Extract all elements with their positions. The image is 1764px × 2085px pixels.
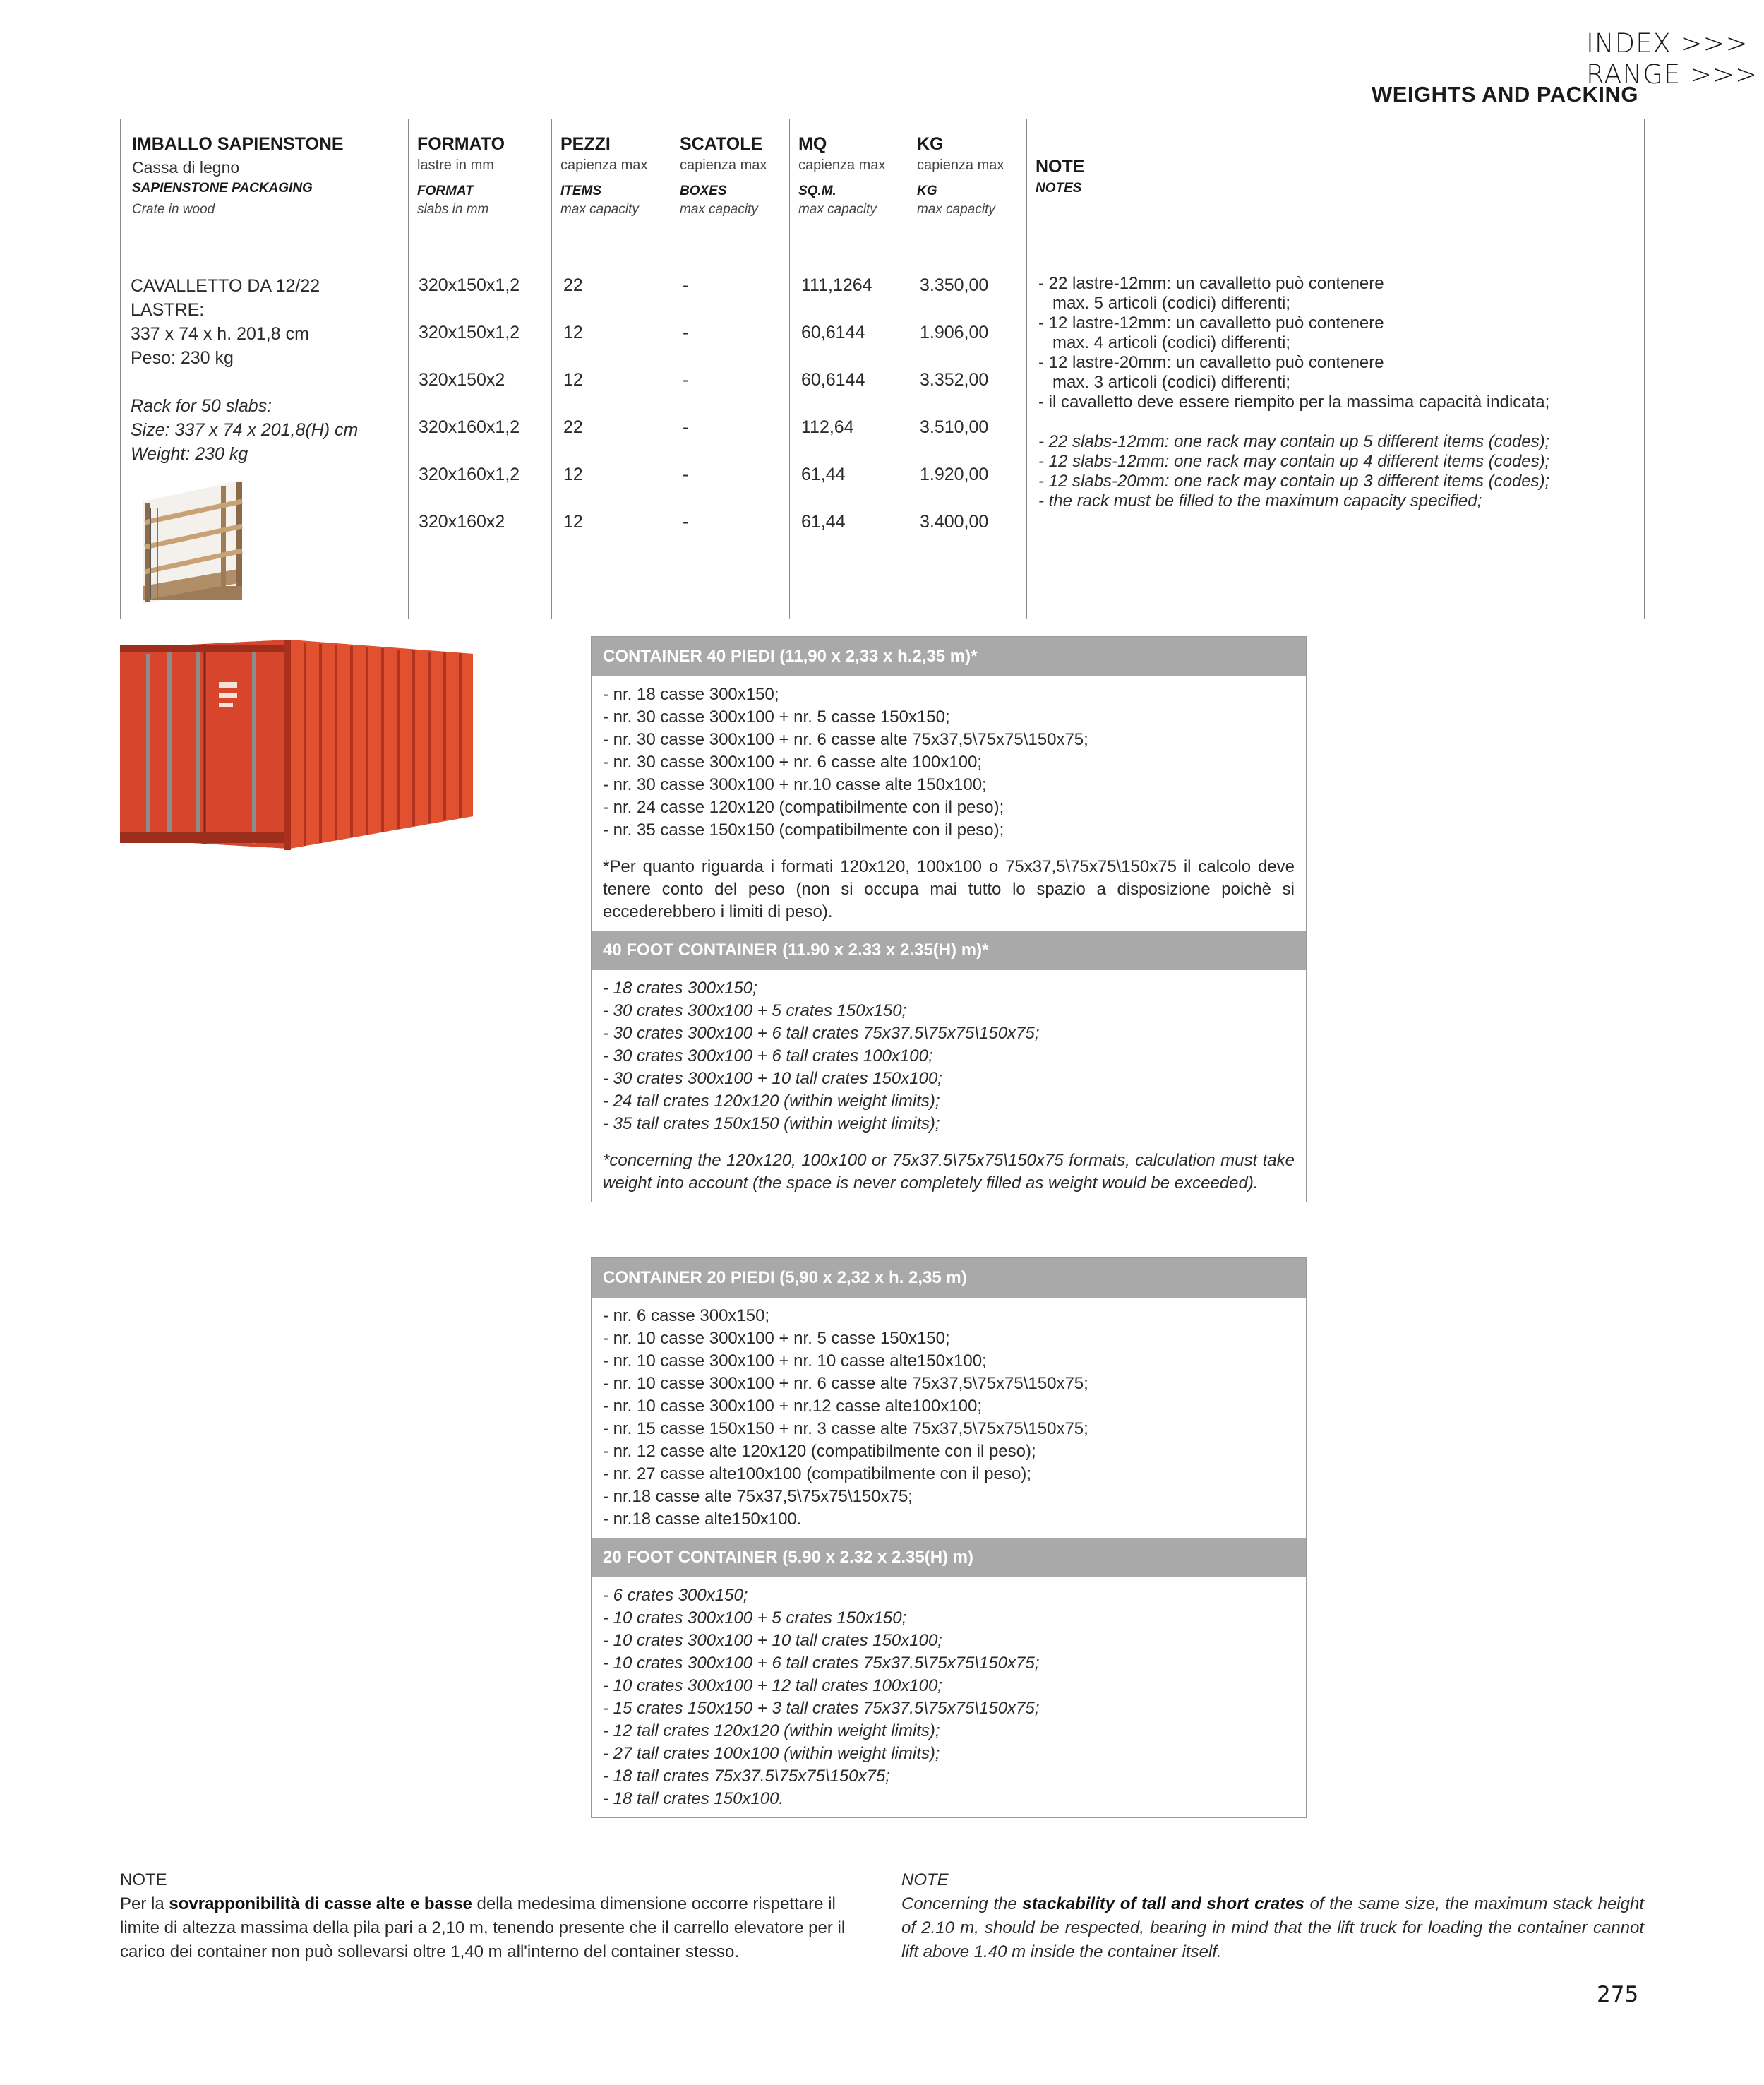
- format-value: 320x160x2: [419, 512, 505, 532]
- list-item: - 10 crates 300x100 + 12 tall crates 100x100;: [603, 1676, 942, 1695]
- note-line: - 12 lastre-20mm: un cavalletto può contenere: [1038, 353, 1384, 372]
- note-text: Per la: [120, 1894, 169, 1913]
- list-item: - 10 crates 300x100 + 10 tall crates 150x100;: [603, 1631, 942, 1650]
- kg-value: 1.920,00: [920, 465, 989, 484]
- rack-title: CAVALLETTO DA 12/22 LASTRE:: [131, 276, 320, 320]
- header-sqm-en: SQ.M.: [798, 184, 836, 198]
- note-line: max. 4 articoli (codici) differenti;: [1038, 333, 1291, 352]
- bottom-note-it: [120, 1868, 861, 1964]
- format-value: 320x150x2: [419, 370, 505, 390]
- list-item: - 35 tall crates 150x150 (within weight limits);: [603, 1114, 940, 1133]
- note-emphasis: stackability of tall and short crates: [1022, 1894, 1304, 1913]
- list-item: - nr. 24 casse 120x120 (compatibilmente con il peso);: [603, 798, 1004, 817]
- container-40-note-en: *concerning the 120x120, 100x100 or 75x37.5\75x75\150x75 formats, calculation must take weight into account (the space is never completely filled as weight would be exceeded).: [603, 1151, 1295, 1193]
- note-text: della medesima dimensione occorre rispettare il limite di altezza massima della pila pari a 2,10 m, tenendo presente che il carrello elevatore per il carico dei container non può sollevarsi oltre 1,40 m all'interno del container stesso.: [120, 1894, 846, 1961]
- rack-size-en: Size: 337 x 74 x 201,8(H) cm: [131, 420, 359, 440]
- container-20-list-it: [592, 1298, 1306, 1538]
- format-value: 320x160x1,2: [419, 417, 520, 437]
- rack-size: 337 x 74 x h. 201,8 cm: [131, 324, 309, 344]
- header-packaging-en-sub: Crate in wood: [132, 202, 215, 217]
- items-value: 12: [563, 465, 583, 484]
- format-value: 320x160x1,2: [419, 465, 520, 484]
- bottom-note-text: [120, 1892, 861, 1964]
- page-title: WEIGHTS AND PACKING: [1371, 82, 1638, 107]
- items-value: 22: [563, 417, 583, 437]
- header-kg: [908, 119, 1027, 265]
- note-line: max. 5 articoli (codici) differenti;: [1038, 294, 1291, 313]
- kg-value: 3.350,00: [920, 275, 989, 295]
- note-line-en: - 12 slabs-12mm: one rack may contain up 4 different items (codes);: [1038, 452, 1550, 471]
- header-kg-en: KG: [917, 184, 937, 198]
- list-item: - 10 crates 300x100 + 6 tall crates 75x37.5\75x75\150x75;: [603, 1654, 1040, 1673]
- header-notes: [1027, 119, 1645, 265]
- container-40-box: [591, 636, 1307, 1202]
- list-item: - 27 tall crates 100x100 (within weight limits);: [603, 1744, 940, 1763]
- rack-weight-en: Weight: 230 kg: [131, 444, 248, 464]
- note-text: of the same size, the maximum stack height of 2.10 m, should be respected, bearing in mind that the lift truck for loading the container cannot lift above 1.40 m inside the container itself.: [901, 1894, 1645, 1961]
- kg-cell: [908, 265, 1027, 619]
- note-line: - il cavalletto deve essere riempito per la massima capacità indicata;: [1038, 393, 1550, 412]
- container-20-title: CONTAINER 20 PIEDI (5,90 x 2,32 x h. 2,35 m): [592, 1258, 1306, 1298]
- note-line-en: - the rack must be filled to the maximum capacity specified;: [1038, 491, 1482, 510]
- kg-value: 1.906,00: [920, 323, 989, 342]
- bottom-note-label-en: NOTE: [901, 1870, 949, 1889]
- list-item: - 30 crates 300x100 + 5 crates 150x150;: [603, 1001, 907, 1020]
- note-text: Concerning the: [901, 1894, 1023, 1913]
- boxes-value: -: [683, 370, 689, 390]
- table-row: [121, 265, 1645, 619]
- header-packaging-sub: Cassa di legno: [132, 158, 240, 177]
- header-items-en: ITEMS: [560, 184, 602, 198]
- sqm-value: 111,1264: [801, 275, 872, 295]
- note-line: - 22 lastre-12mm: un cavalletto può contenere: [1038, 274, 1384, 293]
- list-item: - nr. 27 casse alte100x100 (compatibilmente con il peso);: [603, 1464, 1031, 1483]
- list-item: - nr. 10 casse 300x100 + nr.12 casse alte100x100;: [603, 1397, 983, 1416]
- note-line-en: - 12 slabs-20mm: one rack may contain up 3 different items (codes);: [1038, 472, 1550, 491]
- range-link[interactable]: RANGE >>>: [1586, 59, 1758, 90]
- header-boxes-en-sub: max capacity: [680, 202, 758, 217]
- header-boxes-sub: capienza max: [680, 157, 767, 173]
- items-value: 22: [563, 275, 583, 295]
- rack-title-en: Rack for 50 slabs:: [131, 396, 272, 416]
- header-boxes-title: SCATOLE: [680, 134, 763, 154]
- note-line: - 12 lastre-12mm: un cavalletto può contenere: [1038, 313, 1384, 333]
- sqm-cell: [790, 265, 908, 619]
- list-item: - 6 crates 300x150;: [603, 1586, 748, 1605]
- container-40-title-en: 40 FOOT CONTAINER (11.90 x 2.33 x 2.35(H) m)*: [592, 931, 1306, 970]
- list-item: - nr. 10 casse 300x100 + nr. 10 casse alte150x100;: [603, 1351, 987, 1370]
- container-20-box: [591, 1257, 1307, 1818]
- shipping-container-image: [120, 640, 473, 852]
- sqm-value: 61,44: [801, 512, 846, 532]
- boxes-value: -: [683, 275, 689, 295]
- list-item: - 30 crates 300x100 + 6 tall crates 100x100;: [603, 1046, 933, 1065]
- rack-weight: Peso: 230 kg: [131, 348, 234, 368]
- header-format-title: FORMATO: [417, 134, 505, 154]
- note-emphasis: sovrapponibilità di casse alte e basse: [169, 1894, 472, 1913]
- header-items-sub: capienza max: [560, 157, 648, 173]
- list-item: - nr. 10 casse 300x100 + nr. 6 casse alte 75x37,5\75x75\150x75;: [603, 1374, 1088, 1393]
- rack-image: [136, 480, 249, 607]
- boxes-value: -: [683, 465, 689, 484]
- kg-value: 3.400,00: [920, 512, 989, 532]
- header-items-title: PEZZI: [560, 134, 611, 154]
- header-packaging-en: SAPIENSTONE PACKAGING: [132, 181, 313, 196]
- list-item: - 18 crates 300x150;: [603, 979, 757, 998]
- list-item: - nr. 12 casse alte 120x120 (compatibilmente con il peso);: [603, 1442, 1036, 1461]
- container-40-title: CONTAINER 40 PIEDI (11,90 x 2,33 x h.2,35 m)*: [592, 637, 1306, 676]
- list-item: - nr. 30 casse 300x100 + nr.10 casse alte 150x100;: [603, 775, 987, 794]
- container-40-note: *Per quanto riguarda i formati 120x120, 100x100 o 75x37,5\75x75\150x75 il calcolo deve tenere conto del peso (non si occupa mai tutto lo spazio a disposizione poichè si eccederebbero i limiti di peso).: [603, 857, 1295, 921]
- list-item: - nr. 6 casse 300x150;: [603, 1306, 770, 1325]
- container-40-list-it: [592, 676, 1306, 931]
- items-value: 12: [563, 323, 583, 342]
- format-value: 320x150x1,2: [419, 323, 520, 342]
- list-item: - 12 tall crates 120x120 (within weight limits);: [603, 1721, 940, 1740]
- header-notes-en: NOTES: [1036, 181, 1082, 196]
- sqm-value: 112,64: [801, 417, 854, 437]
- bottom-note-text-en: [901, 1892, 1644, 1964]
- boxes-value: -: [683, 512, 689, 532]
- header-notes-title: NOTE: [1036, 157, 1085, 177]
- header-items-en-sub: max capacity: [560, 202, 639, 217]
- header-format-en: FORMAT: [417, 184, 474, 198]
- items-cell: [552, 265, 671, 619]
- sqm-value: 60,6144: [801, 370, 865, 390]
- format-cell: [409, 265, 552, 619]
- header-packaging: [121, 119, 409, 265]
- list-item: - 24 tall crates 120x120 (within weight limits);: [603, 1092, 940, 1111]
- list-item: - 10 crates 300x100 + 5 crates 150x150;: [603, 1608, 907, 1627]
- boxes-cell: [671, 265, 790, 619]
- boxes-value: -: [683, 323, 689, 342]
- list-item: - nr.18 casse alte 75x37,5\75x75\150x75;: [603, 1487, 913, 1506]
- table-header-row: [121, 119, 1645, 265]
- list-item: - 30 crates 300x100 + 6 tall crates 75x37.5\75x75\150x75;: [603, 1024, 1040, 1043]
- boxes-value: -: [683, 417, 689, 437]
- note-line: max. 3 articoli (codici) differenti;: [1038, 373, 1291, 392]
- header-sqm-title: MQ: [798, 134, 827, 154]
- list-item: - nr. 35 casse 150x150 (compatibilmente con il peso);: [603, 820, 1004, 840]
- header-format: [409, 119, 552, 265]
- page-number: 275: [1597, 1982, 1639, 2007]
- list-item: - 30 crates 300x100 + 10 tall crates 150x100;: [603, 1069, 942, 1088]
- header-boxes: [671, 119, 790, 265]
- bottom-note-label: NOTE: [120, 1870, 167, 1889]
- list-item: - 15 crates 150x150 + 3 tall crates 75x37.5\75x75\150x75;: [603, 1699, 1040, 1718]
- header-sqm-sub: capienza max: [798, 157, 886, 173]
- list-item: - nr. 30 casse 300x100 + nr. 6 casse alte 75x37,5\75x75\150x75;: [603, 730, 1088, 749]
- container-20-list-en: [592, 1577, 1306, 1817]
- items-value: 12: [563, 512, 583, 532]
- kg-value: 3.510,00: [920, 417, 989, 437]
- list-item: - nr.18 casse alte150x100.: [603, 1510, 802, 1529]
- list-item: - nr. 30 casse 300x100 + nr. 5 casse 150x150;: [603, 707, 950, 727]
- list-item: - 18 tall crates 150x100.: [603, 1789, 784, 1808]
- container-40-list-en: [592, 970, 1306, 1202]
- bottom-note-en: [901, 1868, 1644, 1964]
- rack-description-cell: [121, 265, 409, 619]
- notes-cell: [1027, 265, 1645, 619]
- list-item: - nr. 30 casse 300x100 + nr. 6 casse alte 100x100;: [603, 753, 983, 772]
- list-item: - nr. 15 casse 150x150 + nr. 3 casse alte 75x37,5\75x75\150x75;: [603, 1419, 1088, 1438]
- container-20-title-en: 20 FOOT CONTAINER (5.90 x 2.32 x 2.35(H) m): [592, 1538, 1306, 1577]
- list-item: - nr. 18 casse 300x150;: [603, 685, 779, 704]
- header-kg-en-sub: max capacity: [917, 202, 995, 217]
- kg-value: 3.352,00: [920, 370, 989, 390]
- items-value: 12: [563, 370, 583, 390]
- index-link[interactable]: INDEX >>>: [1586, 28, 1748, 59]
- header-format-en-sub: slabs in mm: [417, 202, 489, 217]
- note-line-en: - 22 slabs-12mm: one rack may contain up 5 different items (codes);: [1038, 432, 1550, 451]
- sqm-value: 60,6144: [801, 323, 865, 342]
- header-kg-title: KG: [917, 134, 944, 154]
- header-kg-sub: capienza max: [917, 157, 1004, 173]
- header-packaging-title: IMBALLO SAPIENSTONE: [132, 134, 344, 154]
- header-sqm-en-sub: max capacity: [798, 202, 877, 217]
- list-item: - nr. 10 casse 300x100 + nr. 5 casse 150x150;: [603, 1329, 950, 1348]
- header-boxes-en: BOXES: [680, 184, 727, 198]
- header-sqm: [790, 119, 908, 265]
- header-items: [552, 119, 671, 265]
- packing-table: [120, 119, 1645, 619]
- format-value: 320x150x1,2: [419, 275, 520, 295]
- sqm-value: 61,44: [801, 465, 846, 484]
- list-item: - 18 tall crates 75x37.5\75x75\150x75;: [603, 1767, 890, 1786]
- header-format-sub: lastre in mm: [417, 157, 494, 173]
